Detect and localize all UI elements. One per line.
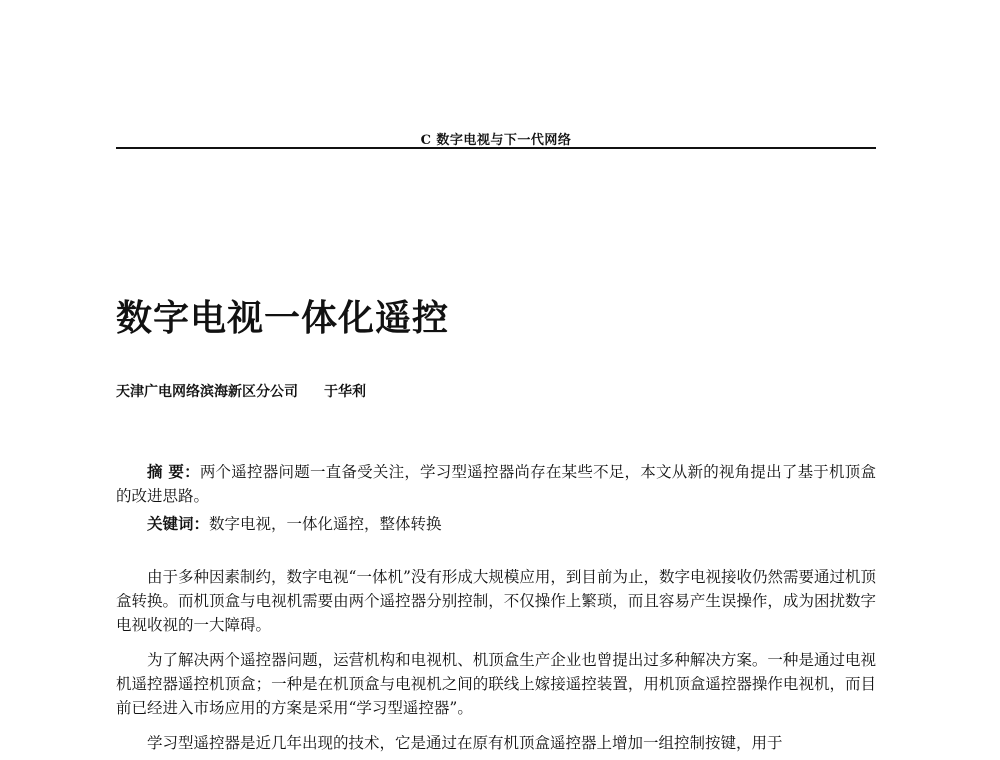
abstract [116, 460, 876, 508]
affiliation: 天津广电网络滨海新区分公司 [116, 384, 298, 400]
byline [116, 381, 366, 401]
running-header: C 数字电视与下一代网络 [420, 133, 572, 148]
header-rule [116, 147, 876, 149]
keywords-text: 数字电视，一体化遥控，整体转换 [209, 515, 442, 533]
keywords-label: 关键词： [147, 514, 210, 533]
abstract-label: 摘 要： [147, 462, 200, 481]
keywords [116, 512, 876, 536]
body-paragraph: 由于多种因素制约，数字电视“一体机”没有形成大规模应用，到目前为止，数字电视接收仍然需要通过机顶盒转换。而机顶盒与电视机需要由两个遥控器分别控制，不仅操作上繁琐，而且容易产生误操作，成为困扰数字电视收视的一大障碍。 [116, 568, 876, 634]
body-paragraph: 为了解决两个遥控器问题，运营机构和电视机、机顶盒生产企业也曾提出过多种解决方案。一种是通过电视机遥控器遥控机顶盒；一种是在机顶盒与电视机之间的联线上嫁接遥控装置，用机顶盒遥控器操作电视机，而目前已经进入市场应用的方案是采用“学习型遥控器”。 [116, 651, 876, 717]
article-title: 数字电视一体化遥控 [116, 297, 450, 339]
abstract-text: 两个遥控器问题一直备受关注，学习型遥控器尚存在某些不足，本文从新的视角提出了基于机顶盒的改进思路。 [116, 463, 876, 505]
body-paragraph: 学习型遥控器是近几年出现的技术，它是通过在原有机顶盒遥控器上增加一组控制按键，用于 [147, 734, 783, 752]
author-name: 于华利 [324, 384, 366, 400]
